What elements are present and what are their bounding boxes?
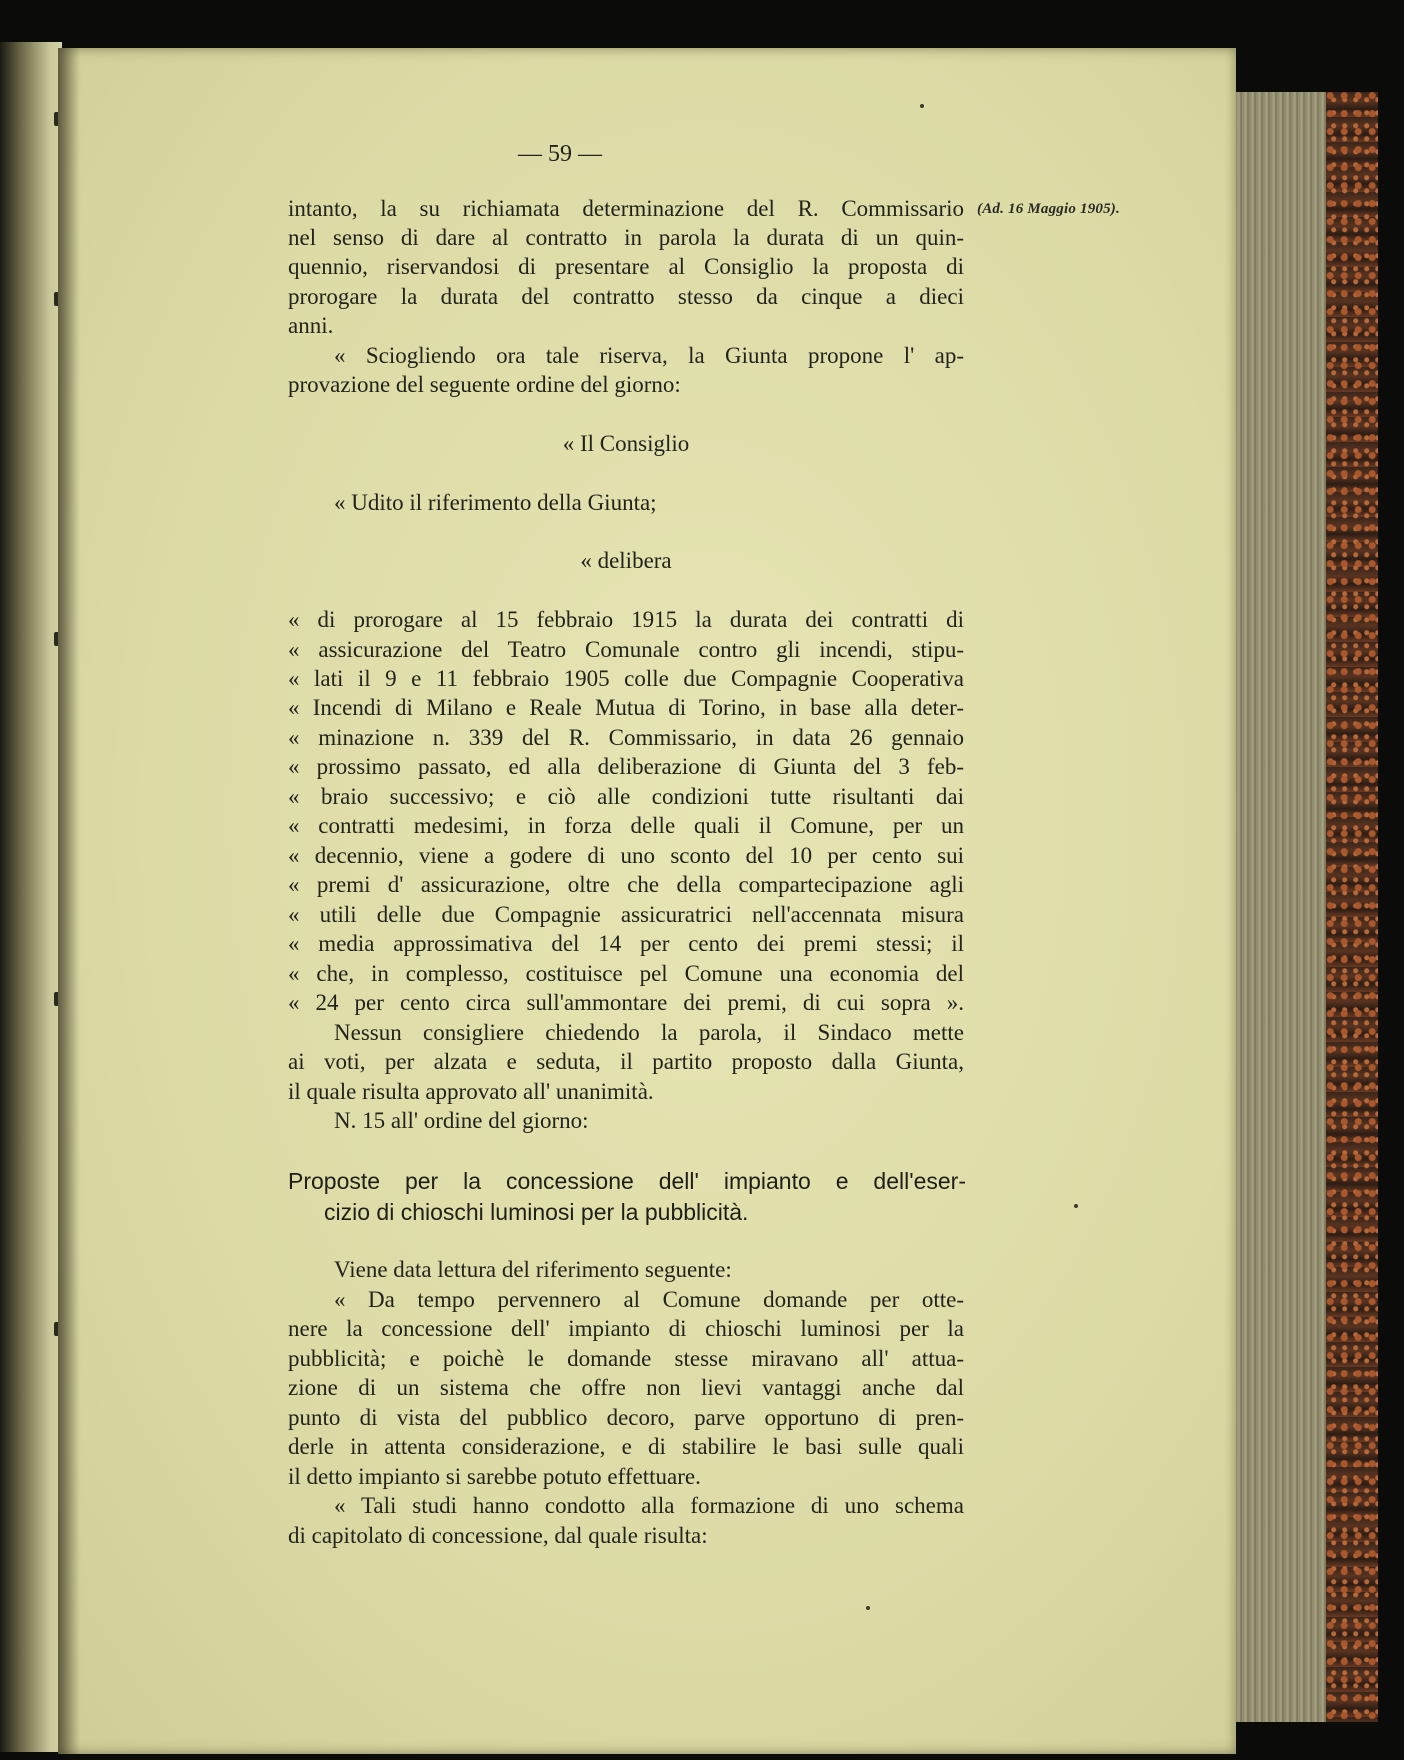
resolution-line: « assicurazione del Teatro Comunale contro gli incendi, stipu-: [288, 637, 964, 662]
resolution-line: « che, in complesso, costituisce pel Comune una economia del: [288, 961, 964, 986]
resolution-line: « decennio, viene a godere di uno sconto del 10 per cento sui: [288, 843, 964, 868]
text-line: pubblicità; e poichè le domande stesse miravano all' attua-: [288, 1346, 964, 1371]
text-line: di capitolato di concessione, dal quale risulta:: [288, 1523, 708, 1548]
resolution-line: « braio successivo; e ciò alle condizioni tutte risultanti dai: [288, 784, 964, 809]
left-page-edge: [0, 42, 62, 1752]
text-line: intanto, la su richiamata determinazione del R. Commissario: [288, 196, 964, 221]
paper-speck: [1074, 1204, 1078, 1208]
resolution-line: « minazione n. 339 del R. Commissario, in data 26 gennaio: [288, 725, 964, 750]
section-heading-line: Proposte per la concessione dell' impianto e dell'eser-: [288, 1168, 966, 1194]
section-heading-line: cizio di chioschi luminosi per la pubblicità.: [324, 1199, 749, 1225]
book-edge: [1236, 92, 1378, 1722]
resolution-line: « contratti medesimi, in forza delle quali il Comune, per un: [288, 813, 964, 838]
text-line: provazione del seguente ordine del giorno:: [288, 372, 681, 397]
section-heading: [288, 1168, 966, 1226]
resolution-line: « premi d' assicurazione, oltre che della compartecipazione agli: [288, 872, 964, 897]
text-line: « Da tempo pervennero al Comune domande per otte-: [334, 1287, 964, 1312]
text-line: punto di vista del pubblico decoro, parve opportuno di pren-: [288, 1405, 964, 1430]
text-line: il quale risulta approvato all' unanimità.: [288, 1079, 654, 1104]
text-line: ai voti, per alzata e seduta, il partito proposto dalla Giunta,: [288, 1049, 964, 1074]
udito-line: « Udito il riferimento della Giunta;: [334, 490, 657, 515]
text-line: Viene data lettura del riferimento seguente:: [334, 1257, 732, 1282]
resolution-line: « Incendi di Milano e Reale Mutua di Torino, in base alla deter-: [288, 695, 964, 720]
paper-speck: [920, 104, 924, 108]
page-number: — 59 —: [518, 141, 602, 167]
delibera-heading: « delibera: [580, 548, 672, 573]
text-line: anni.: [288, 313, 334, 338]
text-line: derle in attenta considerazione, e di stabilire le basi sulle quali: [288, 1434, 964, 1459]
resolution-line: « lati il 9 e 11 febbraio 1905 colle due Compagnie Cooperativa: [288, 666, 964, 691]
text-line: Nessun consigliere chiedendo la parola, il Sindaco mette: [334, 1020, 964, 1045]
text-line: il detto impianto si sarebbe potuto effettuare.: [288, 1464, 701, 1489]
text-line: zione di un sistema che offre non lievi vantaggi anche dal: [288, 1375, 964, 1400]
resolution-line: « utili delle due Compagnie assicuratrici nell'accennata misura: [288, 902, 964, 927]
resolution-line: « di prorogare al 15 febbraio 1915 la durata dei contratti di: [288, 607, 964, 632]
resolution-line: « media approssimativa del 14 per cento dei premi stessi; il: [288, 931, 964, 956]
agenda-item-line: N. 15 all' ordine del giorno:: [334, 1108, 589, 1133]
resolution-line: « 24 per cento circa sull'ammontare dei premi, di cui sopra ».: [288, 990, 964, 1015]
text-line: nere la concessione dell' impianto di chioschi luminosi per la: [288, 1316, 964, 1341]
consiglio-heading: « Il Consiglio: [562, 431, 690, 456]
gutter-shadow: [58, 48, 80, 1754]
text-line: nel senso di dare al contratto in parola la durata di un quin-: [288, 225, 964, 250]
paper-speck: [866, 1606, 870, 1610]
margin-date-note: (Ad. 16 Maggio 1905).: [977, 201, 1120, 217]
text-line: prorogare la durata del contratto stesso da cinque a dieci: [288, 284, 964, 309]
text-line: « Tali studi hanno condotto alla formazione di uno schema: [334, 1493, 964, 1518]
resolution-line: « prossimo passato, ed alla deliberazione di Giunta del 3 feb-: [288, 754, 964, 779]
text-line: quennio, riservandosi di presentare al Consiglio la proposta di: [288, 254, 964, 279]
text-line: « Sciogliendo ora tale riserva, la Giunta propone l' ap-: [334, 343, 964, 368]
marbled-edge: [1326, 92, 1378, 1722]
